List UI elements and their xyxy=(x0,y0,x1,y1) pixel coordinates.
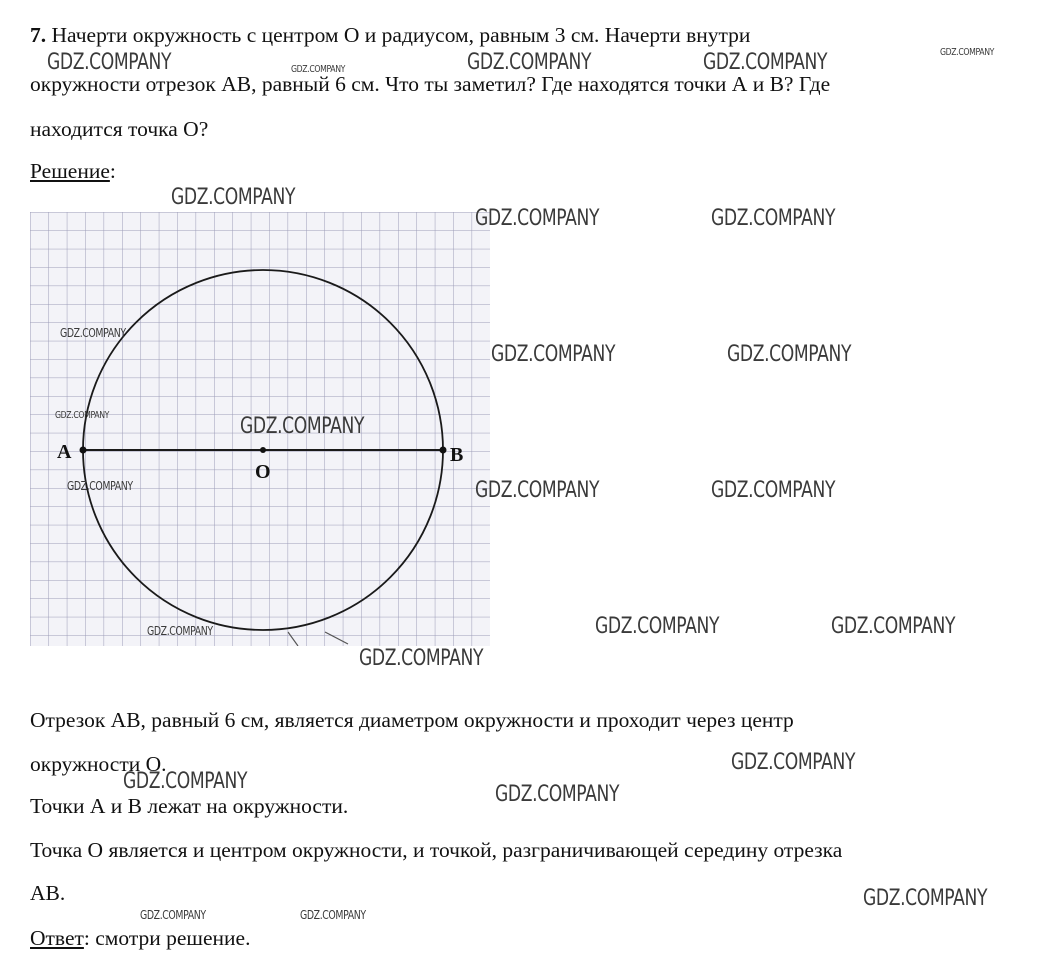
answer-line-3: Точки А и В лежат на окружности. xyxy=(30,794,349,818)
watermark: GDZ.COMPANY xyxy=(300,908,366,922)
watermark: GDZ.COMPANY xyxy=(291,64,346,75)
task-text-1: Начерти окружность с центром О и радиусом, равным 3 см. Начерти внутри xyxy=(51,23,751,47)
final-answer-label: Ответ xyxy=(30,926,84,950)
watermark: GDZ.COMPANY xyxy=(831,614,956,639)
watermark: GDZ.COMPANY xyxy=(727,342,852,367)
label-o: O xyxy=(255,461,271,483)
task-number: 7. xyxy=(30,23,47,47)
answer-line-2: окружности О. xyxy=(30,752,167,776)
answer-line-5: АВ. xyxy=(30,881,66,905)
answer-line-4: Точка О является и центром окружности, и точкой, разграничивающей середину отрезка xyxy=(30,838,843,862)
solution-heading-label: Решение xyxy=(30,159,110,183)
watermark: GDZ.COMPANY xyxy=(467,50,592,75)
point-a xyxy=(80,447,87,454)
point-o xyxy=(260,447,266,453)
watermark: GDZ.COMPANY xyxy=(703,50,828,75)
watermark: GDZ.COMPANY xyxy=(240,414,365,439)
watermark: GDZ.COMPANY xyxy=(359,646,484,671)
watermark: GDZ.COMPANY xyxy=(123,769,248,794)
point-b xyxy=(440,447,447,454)
watermark: GDZ.COMPANY xyxy=(711,478,836,503)
watermark: GDZ.COMPANY xyxy=(55,410,110,421)
task-line-3: находится точка О? xyxy=(30,117,209,141)
watermark: GDZ.COMPANY xyxy=(495,782,620,807)
final-answer xyxy=(30,925,250,951)
solution-heading-colon: : xyxy=(109,159,116,183)
watermark: GDZ.COMPANY xyxy=(863,886,988,911)
label-a: A xyxy=(57,441,72,463)
watermark: GDZ.COMPANY xyxy=(475,478,600,503)
label-b: B xyxy=(450,444,464,466)
watermark: GDZ.COMPANY xyxy=(595,614,720,639)
solution-heading xyxy=(30,158,116,184)
watermark: GDZ.COMPANY xyxy=(940,47,995,58)
watermark: GDZ.COMPANY xyxy=(67,479,133,493)
watermark: GDZ.COMPANY xyxy=(491,342,616,367)
task-line-2: окружности отрезок АВ, равный 6 см. Что ты заметил? Где находятся точки А и В? Где xyxy=(30,72,831,96)
watermark: GDZ.COMPANY xyxy=(140,908,206,922)
watermark: GDZ.COMPANY xyxy=(711,206,836,231)
watermark: GDZ.COMPANY xyxy=(47,50,172,75)
watermark: GDZ.COMPANY xyxy=(147,624,213,638)
watermark: GDZ.COMPANY xyxy=(475,206,600,231)
answer-line-1: Отрезок АВ, равный 6 см, является диаметром окружности и проходит через центр xyxy=(30,708,794,732)
final-answer-text: : смотри решение. xyxy=(83,926,251,950)
watermark: GDZ.COMPANY xyxy=(171,185,296,210)
task-line-1 xyxy=(30,22,750,48)
watermark: GDZ.COMPANY xyxy=(731,750,856,775)
watermark: GDZ.COMPANY xyxy=(60,326,126,340)
